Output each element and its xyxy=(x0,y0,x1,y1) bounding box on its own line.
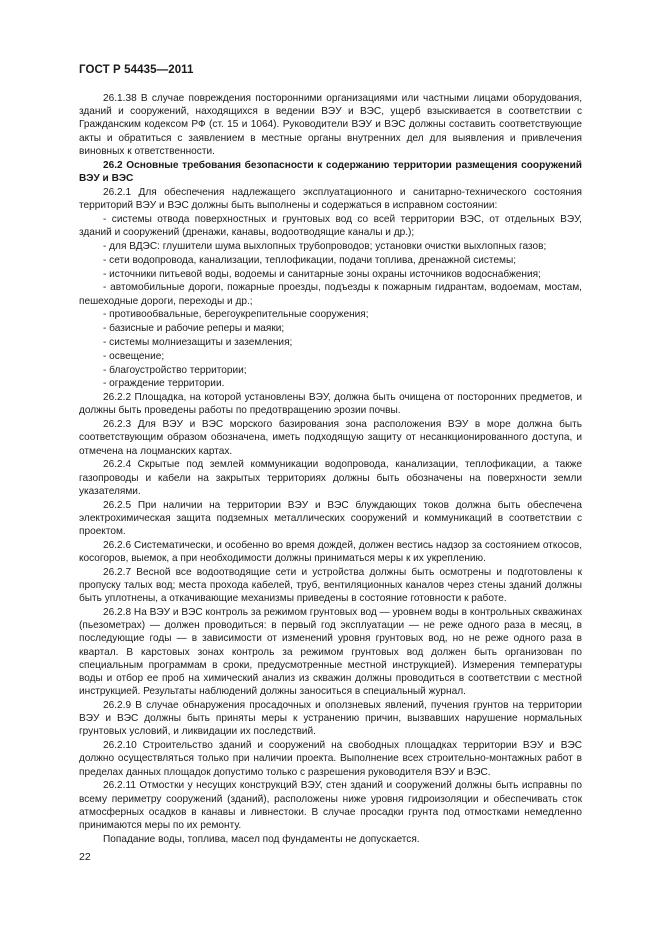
list-item: - освещение; xyxy=(103,350,165,362)
list-item: - сети водопровода, канализации, теплофикации, подачи топлива, дренажной системы; xyxy=(103,254,517,266)
list-item: - базисные и рабочие реперы и маяки; xyxy=(103,323,285,335)
list-item: - для ВДЭС: глушители шума выхлопных трубопроводов; установки очистки выхлопных газов; xyxy=(103,241,547,253)
paragraph-26-2-5: 26.2.5 При наличии на территории ВЭУ и ВЭС блуждающих токов должна быть обеспечена электрохимическая защита подземных металлических сооружений и коммуникаций в соответствии с проектом. xyxy=(79,499,582,537)
document-body xyxy=(79,92,582,847)
paragraph-26-2-8: 26.2.8 На ВЭУ и ВЭС контроль за режимом грунтовых вод — уровнем воды в контрольных скважинах (пьезометрах) — должен проводиться: в первый год эксплуатации — не реже одного раза в месяц, в последующие годы — в зависимости от изменений уровня грунтовых вод, но не реже одного раза в квартал. В карстовых зонах контроль за режимом грунтовых вод должен быть организован по специальным программам в сроки, предусмотренные местной инструкцией). Измерения температуры воды и отбор ее проб на химический анализ из скважин должны проводиться в соответствии с местной инструкцией. Результаты наблюдений должны заноситься в специальный журнал. xyxy=(79,607,582,698)
paragraph-26-2-4: 26.2.4 Скрытые под землей коммуникации водопровода, канализации, теплофикации, а также газопроводы и кабели на закрытых территориях должны быть обозначены на поверхности земли указателями. xyxy=(79,459,582,497)
paragraph-26-2-7: 26.2.7 Весной все водоотводящие сети и устройства должны быть осмотрены и подготовлены к пропуску талых вод; места прохода кабелей, труб, вентиляционных каналов через стены зданий должны быть уплотнены, а откачивающие механизмы приведены в состояние готовности к работе. xyxy=(79,566,582,605)
document-header-title: ГОСТ Р 54435—2011 xyxy=(79,64,194,76)
page-number: 22 xyxy=(79,851,91,863)
list-item: - системы отвода поверхностных и грунтовых вод со всей территории ВЭС, от отдельных ВЭУ, зданий и сооружений (дренажи, канавы, водоотводящие каналы и др.); xyxy=(79,214,582,239)
paragraph-26-2-3: 26.2.3 Для ВЭУ и ВЭС морского базирования зона расположения ВЭУ в море должна быть соответствующим образом обозначена, иметь подходящую защиту от несанкционированного доступа, и отмечена на лоцманских картах. xyxy=(79,419,582,457)
paragraph-26-2-10: 26.2.10 Строительство зданий и сооружений на свободных площадках территории ВЭУ и ВЭС должно осуществляться только при наличии проекта. Выполнение всех строительно-монтажных работ в пределах данных площадок допустимо только с разрешения руководителя ВЭУ и ВЭС. xyxy=(79,740,582,778)
paragraph-26-2-11: 26.2.11 Отмостки у несущих конструкций ВЭУ, стен зданий и сооружений должны быть исправны по всему периметру сооружений (зданий), расположены ниже уровня гидроизоляции и обеспечивать сток атмосферных осадков в канавы и ливнестоки. В случае просадки грунта под отмостками немедленно принимаются меры по их ремонту. xyxy=(79,780,582,832)
list-item: - автомобильные дороги, пожарные проезды, подъезды к пожарным гидрантам, водоемам, мостам, пешеходные дороги, переходы и др.; xyxy=(79,282,582,307)
paragraph-26-2-1: 26.2.1 Для обеспечения надлежащего эксплуатационного и санитарно-технического состояния территорий ВЭУ и ВЭС должны быть выполнены и содержаться в исправном состоянии: xyxy=(79,187,582,212)
section-heading-26-2: 26.2 Основные требования безопасности к содержанию территории размещения сооружений ВЭУ и ВЭС xyxy=(79,160,582,185)
list-item: - благоустройство территории; xyxy=(103,364,247,376)
paragraph-26-1-38: 26.1.38 В случае повреждения посторонними организациями или частными лицами оборудования, зданий и сооружений, находящихся в ведении ВЭУ и ВЭС, ущерб взыскивается в соответствии с Гражданским кодексом РФ (ст. 15 и 1064). Руководители ВЭУ и ВЭС должны составить соответствующие акты и обратиться с заявлением в местные органы внутренних дел для выявления и привлечения виновных к ответственности. xyxy=(79,93,582,157)
list-item: - системы молниезащиты и заземления; xyxy=(103,337,293,348)
list-item: - источники питьевой воды, водоемы и санитарные зоны охраны источников водоснабжения; xyxy=(103,268,541,280)
paragraph-closing: Попадание воды, топлива, масел под фундаменты не допускается. xyxy=(103,833,420,845)
list-item: - противообвальные, берегоукрепительные сооружения; xyxy=(103,309,369,321)
paragraph-26-2-9: 26.2.9 В случае обнаружения просадочных и оползневых явлений, пучения грунтов на территории ВЭУ и ВЭС должны быть приняты меры к устранению причин, вызвавших нарушение нормальных грунтовых условий, и ликвидации их последствий. xyxy=(79,700,582,738)
paragraph-26-2-6: 26.2.6 Систематически, и особенно во время дождей, должен вестись надзор за состоянием откосов, косогоров, выемок, а при необходимости должны приниматься меры к их укреплению. xyxy=(79,539,582,564)
paragraph-26-2-2: 26.2.2 Площадка, на которой установлены ВЭУ, должна быть очищена от посторонних предметов, и должны быть проведены работы по предотвращению эрозии почвы. xyxy=(79,392,582,417)
list-item: - ограждение территории. xyxy=(103,378,225,390)
